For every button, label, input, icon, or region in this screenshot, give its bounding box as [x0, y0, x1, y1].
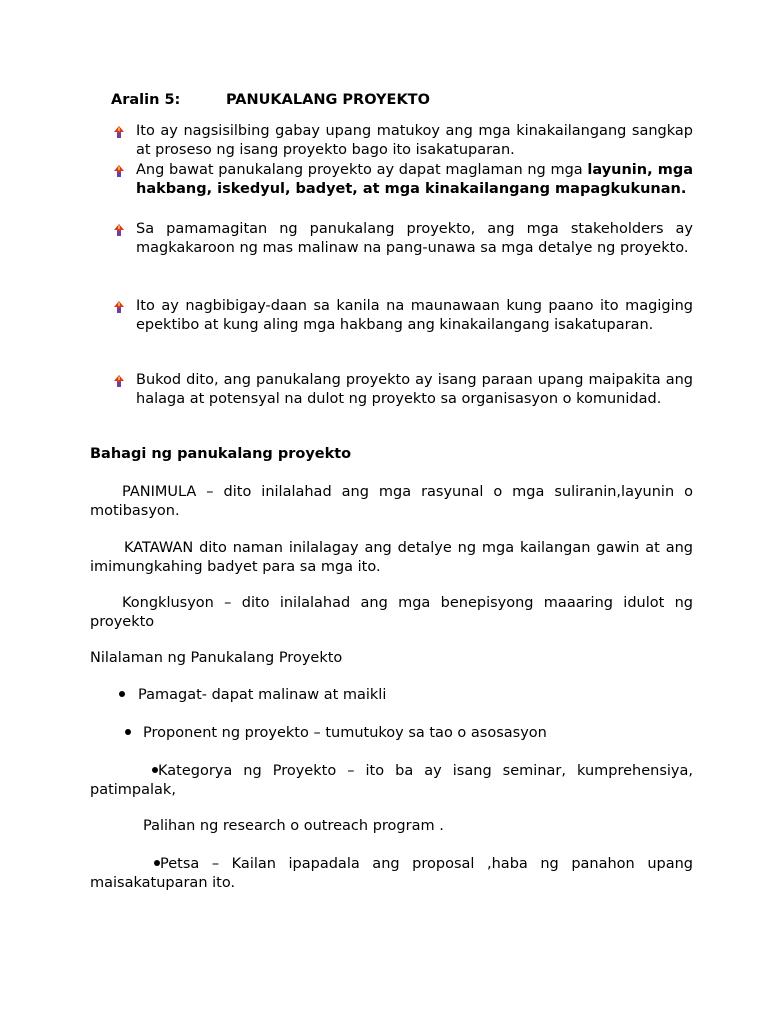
- kategorya-text: Kategorya ng Proyekto – ito ba ay isang seminar, kumprehensiya, patimpalak,: [90, 763, 693, 798]
- contents-heading: Nilalaman ng Panukalang Proyekto: [90, 650, 343, 666]
- list-item-petsa: [90, 855, 693, 892]
- arrow-bullet-icon: [112, 125, 126, 139]
- bullet-item: [112, 297, 693, 334]
- petsa-text: Petsa – Kailan ipapadala ang proposal ,haba ng panahon upang maisakatuparan ito.: [90, 856, 693, 891]
- lesson-heading: PANUKALANG PROYEKTO: [226, 92, 430, 108]
- pamagat-text: Pamagat- dapat malinaw at maikli: [138, 687, 387, 703]
- arrow-bullet-icon: [112, 223, 126, 237]
- katawan-text: KATAWAN dito naman inilalagay ang detalye ng mga kailangan gawin at ang imimungkahing badyet para sa mga ito.: [90, 540, 693, 575]
- list-item-pamagat: [119, 687, 386, 703]
- konklusyon-text: Kongklusyon – dito inilalahad ang mga benepisyong maaaring idulot ng proyekto: [90, 595, 693, 630]
- list-item-proponent: [125, 725, 547, 741]
- panimula-text: PANIMULA – dito inilalahad ang mga rasyunal o mga suliranin,layunin o motibasyon.: [90, 484, 693, 519]
- bullet-text: Ito ay nagbibigay-daan sa kanila na maunawaan kung paano ito magiging epektibo at kung aling mga hakbang ang kinakailangang isakatuparan.: [136, 298, 693, 333]
- arrow-bullet-icon: [112, 300, 126, 314]
- arrow-bullet-icon: [112, 164, 126, 178]
- parts-heading: Bahagi ng panukalang proyekto: [90, 446, 352, 462]
- panimula-paragraph: [90, 483, 693, 520]
- proponent-text: Proponent ng proyekto – tumutukoy sa tao o asosasyon: [143, 725, 547, 741]
- palihan-text: Palihan ng research o outreach program .: [143, 818, 444, 834]
- bullet-dot-icon: [125, 729, 131, 735]
- bullet-item: [112, 122, 693, 160]
- bullet-item: [112, 371, 693, 408]
- katawan-paragraph: [90, 539, 693, 576]
- bullet-item: [112, 161, 693, 199]
- bullet-text-regular: Ang bawat panukalang proyekto ay dapat maglaman ng mga: [136, 162, 588, 178]
- bullet-item: [112, 220, 693, 258]
- bullet-text: Bukod dito, ang panukalang proyekto ay isang paraan upang maipakita ang halaga at potensyal na dulot ng proyekto sa organisasyon o komunidad.: [136, 372, 693, 407]
- bullet-text: [136, 161, 693, 199]
- bullet-text: Ito ay nagsisilbing gabay upang matukoy ang mga kinakailangang sangkap at proseso ng isang proyekto bago ito isakatuparan.: [136, 123, 693, 159]
- bullet-text: Sa pamamagitan ng panukalang proyekto, ang mga stakeholders ay magkakaroon ng mas malinaw na pang-unawa sa mga detalye ng proyekto.: [136, 221, 693, 257]
- arrow-bullet-icon: [112, 374, 126, 388]
- bullet-text-bold: layunin, mga hakbang, iskedyul, badyet, at mga kinakailangang mapagkukunan.: [136, 162, 694, 198]
- lesson-title: [111, 92, 430, 108]
- lesson-label: Aralin 5:: [111, 92, 181, 108]
- konklusyon-paragraph: [90, 594, 693, 631]
- list-item-kategorya: [90, 762, 693, 799]
- bullet-dot-icon: [119, 691, 125, 697]
